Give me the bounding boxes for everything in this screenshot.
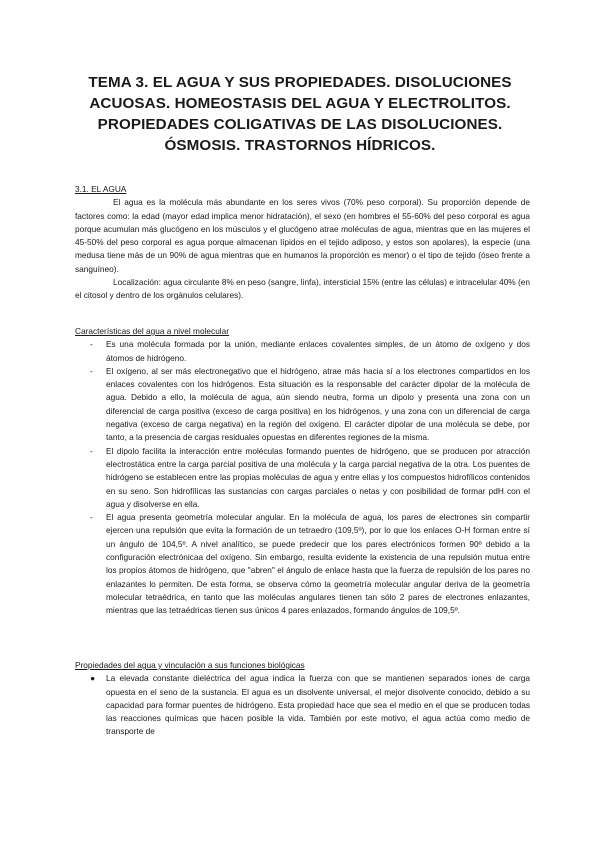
section-propiedades <box>75 659 530 739</box>
dash-marker: - <box>90 365 93 376</box>
dash-marker: - <box>90 339 93 350</box>
list-item-text: Es una molécula formada por la unión, mediante enlaces covalentes simples, de un átomo de oxígeno y dos átomos de hidrógeno. <box>106 339 530 363</box>
list-item-text: El agua presenta geometría molecular angular. En la molécula de agua, los pares de electrones sin compartir ejercen una repulsión que evita la formación de un tetraedro (109,5º), por lo que los enlaces O-H forman entre sí un ángulo de 104,5º. A nivel analítico, se puede predecir que los pares electrónicos formen 90º debido a la configuración electrónicaa del oxígeno. Sin embargo, resulta evidente la existencia de una repulsión mutua entre los propios átomos de hidrógeno, que "abren" el ángulo de enlace hasta que la fuerza de repulsión de los pares no enlazantes lo permiten. De esta forma, se observa cómo la geometría molecular angular deriva de la geometría molecular tetraédrica, en tanto que las moléculas angulares tienen tan sólo 2 pares de electrones enlazantes, mientras que las tetraédricas tienen sus únicos 4 pares enlazados, formando ángulos de 109,5º. <box>106 512 530 616</box>
section-caracteristicas <box>75 325 530 618</box>
list-item <box>75 672 530 738</box>
document-title <box>60 72 540 156</box>
list-item-text: La elevada constante dieléctrica del agua indica la fuerza con que se mantienen separados iones de carga opuesta en el seno de la sustancia. El agua es un disolvente universal, el mejor disolvente conocido, debido a su capacidad para formar puentes de hidrógeno. Esta propiedad hace que sea el medio en el que se producen todas las reacciones químicas que hacen posible la vida. También por este motivo, el agua actúa como medio de transporte de <box>106 673 530 737</box>
bullet-marker: ● <box>90 673 96 684</box>
dash-marker: - <box>90 445 93 456</box>
section-heading: Características del agua a nivel molecular <box>75 326 230 336</box>
section-heading: Propiedades del agua y vinculación a sus funciones biológicas <box>75 660 305 670</box>
list-item <box>75 511 530 617</box>
list-item-text: El dipolo facilita la interacción entre moléculas formando puentes de hidrógeno, que se producen por atracción electrostática entre la carga parcial positiva de una molécula y la carga parcial negativa de la otra. Los puentes de hidrógeno se establecen entre las propias moléculas de agua y entre ellas y los compuestos hidrofílicos contenidos en su seno. Son hidrofílicas las sustancias con cargas parciales o netas y con posibilidad de formar pdH con el agua y disolverse en ella. <box>106 445 530 509</box>
list-item <box>75 338 530 365</box>
paragraph-localizacion: Localización: agua circulante 8% en peso (sangre, linfa), intersticial 15% (entre las células) e intracelular 40% (en el citosol y dentro de los orgánulos celulares). <box>75 277 530 301</box>
title-line-2: ACUOSAS. HOMEOSTASIS DEL AGUA Y ELECTROLITOS. <box>89 95 511 112</box>
list-item <box>75 365 530 445</box>
list-item <box>75 445 530 511</box>
title-line-3: PROPIEDADES COLIGATIVAS DE LAS DISOLUCIONES. <box>97 116 503 133</box>
properties-list <box>75 672 530 738</box>
paragraph-proporcion: El agua es la molécula más abundante en los seres vivos (70% peso corporal). Su proporción depende de factores como: la edad (mayor edad implica menor hidratación), el sexo (en hombres el 55-60% del peso corporal es agua porque acumulan más glucógeno en los músculos y el glucógeno atrae moléculas de agua, mientras que en las mujeres el 45-50% del peso corporal es agua porque almacenan lípidos en el tejido adiposo, y estos son apolares), la especie (una medusa tiene más de un 90% de agua mientras que en humanos la proporción es menor) o el tipo de tejido (óseo frente a sanguíneo). <box>75 197 530 274</box>
section-el-agua <box>75 183 530 303</box>
characteristics-list <box>75 338 530 617</box>
title-line-4: ÓSMOSIS. TRASTORNOS HÍDRICOS. <box>164 137 436 154</box>
dash-marker: - <box>90 512 93 523</box>
section-heading: 3.1. EL AGUA <box>75 184 127 194</box>
title-line-1: TEMA 3. EL AGUA Y SUS PROPIEDADES. DISOLUCIONES <box>88 74 512 91</box>
list-item-text: El oxígeno, al ser más electronegativo que el hidrógeno, atrae más hacia sí a los electrones compartidos en los enlaces covalentes con los hidrógenos. Esta situación es la responsable del carácter dipolar de la molécula de agua. Debido a ello, la molécula de agua, aún siendo neutra, forma un dipolo y presenta una zona con un diferencial de carga positiva (exceso de carga positiva) en los hidrógenos, y una zona con un diferencial de carga negativa (exceso de carga negativa) en la región del oxígeno. El carácter dipolar de una molécula se debe, por tanto, a la presencia de cargas residuales opuestas en diferentes regiones de la misma. <box>106 365 530 443</box>
